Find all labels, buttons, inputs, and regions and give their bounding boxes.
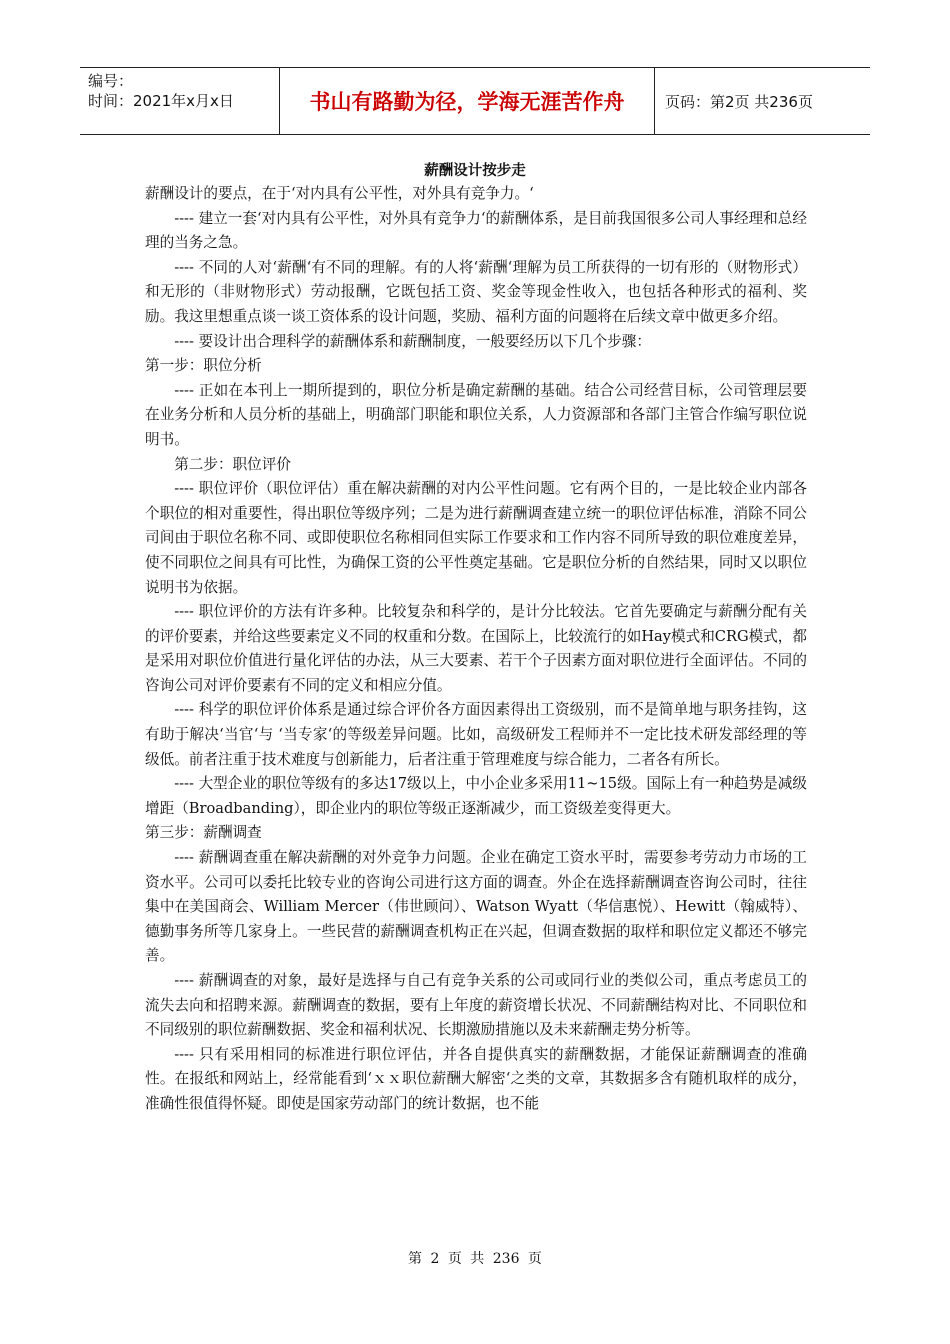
paragraph: ---- 不同的人对‘薪酬‘有不同的理解。有的人将‘薪酬‘理解为员工所获得的一切有形的（财物形式）和无形的（非财物形式）劳动报酬，它既包括工资、奖金等现金性收入，也包括各种形式的福利、奖励。我这里想重点谈一谈工资体系的设计问题，奖励、福利方面的问题将在后续文章中做更多介绍。 xyxy=(145,258,807,325)
paragraph: ---- 要设计出合理科学的薪酬体系和薪酬制度，一般要经历以下几个步骤： xyxy=(174,332,651,350)
section-heading: 第三步：薪酬调查 xyxy=(145,824,262,842)
document-time-label: 时间：2021年x月x日 xyxy=(88,92,234,110)
section-heading: 第二步：职位评价 xyxy=(174,455,291,473)
paragraph: ---- 职位评价（职位评估）重在解决薪酬的对内公平性问题。它有两个目的，一是比较企业内部各个职位的相对重要性，得出职位等级序列；二是为进行薪酬调查建立统一的职位评估标准，消除不同公司间由于职位名称不同、或即使职位名称相同但实际工作要求和工作内容不同所导致的职位难度差异，使不同职位之间具有可比性，为确保工资的公平性奠定基础。它是职位分析的自然结果，同时又以职位说明书为依据。 xyxy=(145,480,807,596)
page-info-text: 页码：第2页 共236页 xyxy=(665,92,813,111)
paragraph: ---- 只有采用相同的标准进行职位评估，并各自提供真实的薪酬数据，才能保证薪酬调查的准确性。在报纸和网站上，经常能看到‘ｘｘ职位薪酬大解密‘之类的文章，其数据多含有随机取样的成分，准确性很值得怀疑。即使是国家劳动部门的统计数据，也不能 xyxy=(145,1045,807,1112)
paragraph: ---- 薪酬调查重在解决薪酬的对外竞争力问题。企业在确定工资水平时，需要参考劳动力市场的工资水平。公司可以委托比较专业的咨询公司进行这方面的调查。外企在选择薪酬调查咨询公司时，往往集中在美国商会、William Mercer（伟世顾问）、Watson Wyatt（华信惠悦）、Hewitt（翰威特）、德勤事务所等几家身上。一些民营的薪酬调查机构正在兴起，但调查数据的取样和职位定义都还不够完善。 xyxy=(145,849,807,965)
header-page-info xyxy=(655,68,870,134)
paragraph: 薪酬设计的要点，在于‘对内具有公平性，对外具有竞争力。‘ xyxy=(145,185,534,202)
page-footer xyxy=(0,1249,950,1269)
paragraph: ---- 科学的职位评价体系是通过综合评价各方面因素得出工资级别，而不是简单地与职务挂钩，这有助于解决‘当官‘与 ‘当专家‘的等级差异问题。比如，高级研发工程师并不一定比技术研发部经理的等级低。前者注重于技术难度与创新能力，后者注重于管理难度与综合能力，二者各有所长。 xyxy=(145,701,807,768)
document-body xyxy=(145,182,807,1117)
section-heading: 第一步：职位分析 xyxy=(145,357,262,375)
motto-text: 书山有路勤为径，学海无涯苦作舟 xyxy=(309,90,625,114)
paragraph: ---- 大型企业的职位等级有的多达17级以上，中小企业多采用11~15级。国际上有一种趋势是减级增距（Broadbanding），即企业内的职位等级正逐渐减少，而工资级差变得更大。 xyxy=(145,775,807,817)
header-meta xyxy=(80,68,280,134)
paragraph: ---- 薪酬调查的对象，最好是选择与自己有竞争关系的公司或同行业的类似公司，重点考虑员工的流失去向和招聘来源。薪酬调查的数据，要有上年度的薪资增长状况、不同薪酬结构对比、不同职位和不同级别的职位薪酬数据、奖金和福利状况、长期激励措施以及未来薪酬走势分析等。 xyxy=(145,972,807,1039)
paragraph: ---- 正如在本刊上一期所提到的，职位分析是确定薪酬的基础。结合公司经营目标，公司管理层要在业务分析和人员分析的基础上，明确部门职能和职位关系，人力资源部和各部门主管合作编写职位说明书。 xyxy=(145,381,807,448)
paragraph: ---- 建立一套‘对内具有公平性，对外具有竞争力‘的薪酬体系，是目前我国很多公司人事经理和总经理的当务之急。 xyxy=(145,209,807,252)
header-motto xyxy=(280,68,655,134)
footer-page-number: 第 2 页 共 236 页 xyxy=(408,1251,542,1267)
document-number-label: 编号： xyxy=(88,72,134,90)
paragraph: ---- 职位评价的方法有许多种。比较复杂和科学的，是计分比较法。它首先要确定与薪酬分配有关的评价要素，并给这些要素定义不同的权重和分数。在国际上，比较流行的如Hay模式和CRG模式，都是采用对职位价值进行量化评估的办法，从三大要素、若干个子因素方面对职位进行全面评估。不同的咨询公司对评价要素有不同的定义和相应分值。 xyxy=(145,603,807,694)
document-title: 薪酬设计按步走 xyxy=(424,163,526,179)
page-header xyxy=(80,67,870,135)
